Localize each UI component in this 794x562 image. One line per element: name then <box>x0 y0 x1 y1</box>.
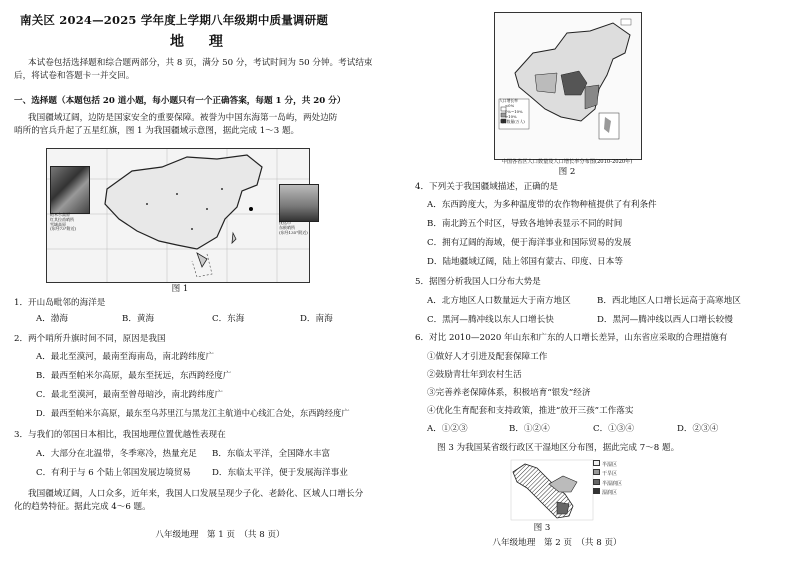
instruction-line-2: 后，将试卷和答题卡一并交回。 <box>14 71 135 81</box>
figure2-caption: 图 2 <box>558 167 576 177</box>
q6-item-4: ④优化生育配套和支持政策，推进“放开三孩”工作落实 <box>427 406 634 416</box>
legend-item-growth-rate: 人口增长率 <box>499 98 518 103</box>
q5-option-a[interactable]: A．北方地区人口数量远大于南方地区 <box>427 296 571 306</box>
q2-stem: 2．两个哨所升旗时间不同，原因是我国 <box>14 334 166 344</box>
figure1-caption: 图 1 <box>171 284 189 294</box>
legend-humid-zone: 湿润区 <box>593 488 622 497</box>
q6-item-1: ①做好人才引进及配套保障工作 <box>427 352 548 362</box>
q6-option-d[interactable]: D．②③④ <box>677 424 719 434</box>
q2-option-b[interactable]: B．最西至帕米尔高原，最东至抚远，东西跨经度广 <box>36 371 232 381</box>
intro2-line-2: 化的趋势特征。据此完成 4～6 题。 <box>14 502 151 512</box>
q4-option-c[interactable]: C．拥有辽阔的海域，便于海洋事业和国际贸易的发展 <box>427 238 632 248</box>
q1-option-b[interactable]: B．黄海 <box>122 314 155 324</box>
q4-option-b[interactable]: B．南北跨五个时区，导致各地钟表显示不同的时间 <box>427 219 623 229</box>
q6-option-a[interactable]: A．①②③ <box>427 424 468 434</box>
q5-option-c[interactable]: C．黑河—腾冲线以东人口增长快 <box>427 315 554 325</box>
photo-caption-left: 帕米尔高原 红其拉甫哨所 雪域高原 (东经73°附近) <box>50 212 77 232</box>
q3-option-a[interactable]: A．大部分在北温带，冬季寒冷，热量充足 <box>36 449 197 459</box>
legend-arid-zone: 干旱区 <box>593 469 622 478</box>
legend-item-population: 人口数量(万人) <box>499 119 525 125</box>
q6-item-2: ②鼓励青壮年到农村生活 <box>427 370 522 380</box>
q4-option-a[interactable]: A．东西跨度大，为多种温度带的农作物种植提供了有利条件 <box>427 200 657 210</box>
legend-item-negative: <0% <box>505 103 515 109</box>
q3-stem: 3．与我们的邻国日本相比，我国地理位置优越性表现在 <box>14 430 226 440</box>
figure2-population-map <box>494 12 642 160</box>
figure3-province-map <box>507 458 597 522</box>
q2-option-c[interactable]: C．最北至漠河，最南至曾母暗沙，南北跨纬度广 <box>36 390 224 400</box>
instruction-line-1: 本试卷包括选择题和综合题两部分，共 8 页，满分 50 分，考试时间为 50 分钟。考试结束 <box>28 58 373 68</box>
subject-title: 地 理 <box>170 34 233 50</box>
photo-caption-right: 抚远市 东极哨所 (东经135°附近) <box>279 220 308 235</box>
q4-stem: 4．下列关于我国疆域描述，正确的是 <box>415 182 558 192</box>
right-page <box>397 0 794 562</box>
q6-stem: 6．对比 2010—2020 年山东和广东的人口增长差异，山东省应采取的合理措施有 <box>415 333 728 343</box>
q6-option-b[interactable]: B．①②④ <box>509 424 550 434</box>
legend-item-low: 0%~10% <box>505 108 523 114</box>
figure2-legend <box>499 98 525 125</box>
q2-option-d[interactable]: D．最西至帕米尔高原，最东至乌苏里江与黑龙江主航道中心线汇合处，东西跨经度广 <box>36 408 350 418</box>
section-heading: 一、选择题（本题包括 20 道小题，每小题只有一个正确答案，每题 1 分，共 20 分） <box>14 96 346 106</box>
figure3-caption: 图 3 <box>533 523 551 533</box>
q5-option-d[interactable]: D．黑河—腾冲线以西人口增长较慢 <box>597 315 733 325</box>
page2-footer: 八年级地理 第 2 页 （共 8 页） <box>492 538 622 548</box>
q1-stem: 1．开山岛毗邻的海洋是 <box>14 298 106 308</box>
q5-stem: 5．据图分析我国人口分布大势是 <box>415 277 541 287</box>
legend-item-high: >10% <box>505 113 517 119</box>
q2-option-a[interactable]: A．最北至漠河，最南至海南岛，南北跨纬度广 <box>36 352 215 362</box>
intro1-line-2: 哨所的官兵升起了五星红旗，图 1 为我国疆域示意图，据此完成 1～3 题。 <box>14 126 300 136</box>
q6-item-3: ③完善养老保障体系，积极培育“银发”经济 <box>427 388 591 398</box>
q1-option-c[interactable]: C．东海 <box>212 314 245 324</box>
intro1-line-1: 我国疆域辽阔，边防是国家安全的重要保障。被誉为中国东海第一岛屿，两处边防 <box>28 113 338 123</box>
q1-option-d[interactable]: D．南海 <box>300 314 333 324</box>
legend-semi-humid-zone: 半湿区 <box>593 460 622 469</box>
photo-pamir-outpost <box>50 166 90 214</box>
page1-footer: 八年级地理 第 1 页 （共 8 页） <box>155 530 285 540</box>
intro3: 图 3 为我国某省级行政区干湿地区分布图，据此完成 7～8 题。 <box>437 443 680 453</box>
population-growth-map <box>495 13 641 159</box>
q1-option-a[interactable]: A．渤海 <box>36 314 68 324</box>
intro2-line-1: 我国疆域辽阔，人口众多，近年来，我国人口发展呈现少子化、老龄化、区域人口增长分 <box>28 489 364 499</box>
q3-option-d[interactable]: D．东临太平洋，便于发展海洋事业 <box>212 468 348 478</box>
q5-option-b[interactable]: B．西北地区人口增长远高于高寒地区 <box>597 296 741 306</box>
exam-title: 南关区 2024—2025 学年度上学期八年级期中质量调研题 <box>20 13 329 27</box>
photo-fuyuan-outpost <box>279 184 319 222</box>
legend-semi-moist-zone: 半湿润区 <box>593 479 622 488</box>
q6-option-c[interactable]: C．①③④ <box>593 424 634 434</box>
q3-option-c[interactable]: C．有利于与 6 个陆上邻国发展边境贸易 <box>36 468 192 478</box>
q4-option-d[interactable]: D．陆地疆域辽阔，陆上邻国有蒙古、印度、日本等 <box>427 257 623 267</box>
q3-option-b[interactable]: B．东临太平洋，全国降水丰富 <box>212 449 331 459</box>
figure2-title: 中国各省区人口数量及人口增长率分布图(2010-2020年) <box>501 159 633 165</box>
figure3-legend <box>593 460 622 497</box>
